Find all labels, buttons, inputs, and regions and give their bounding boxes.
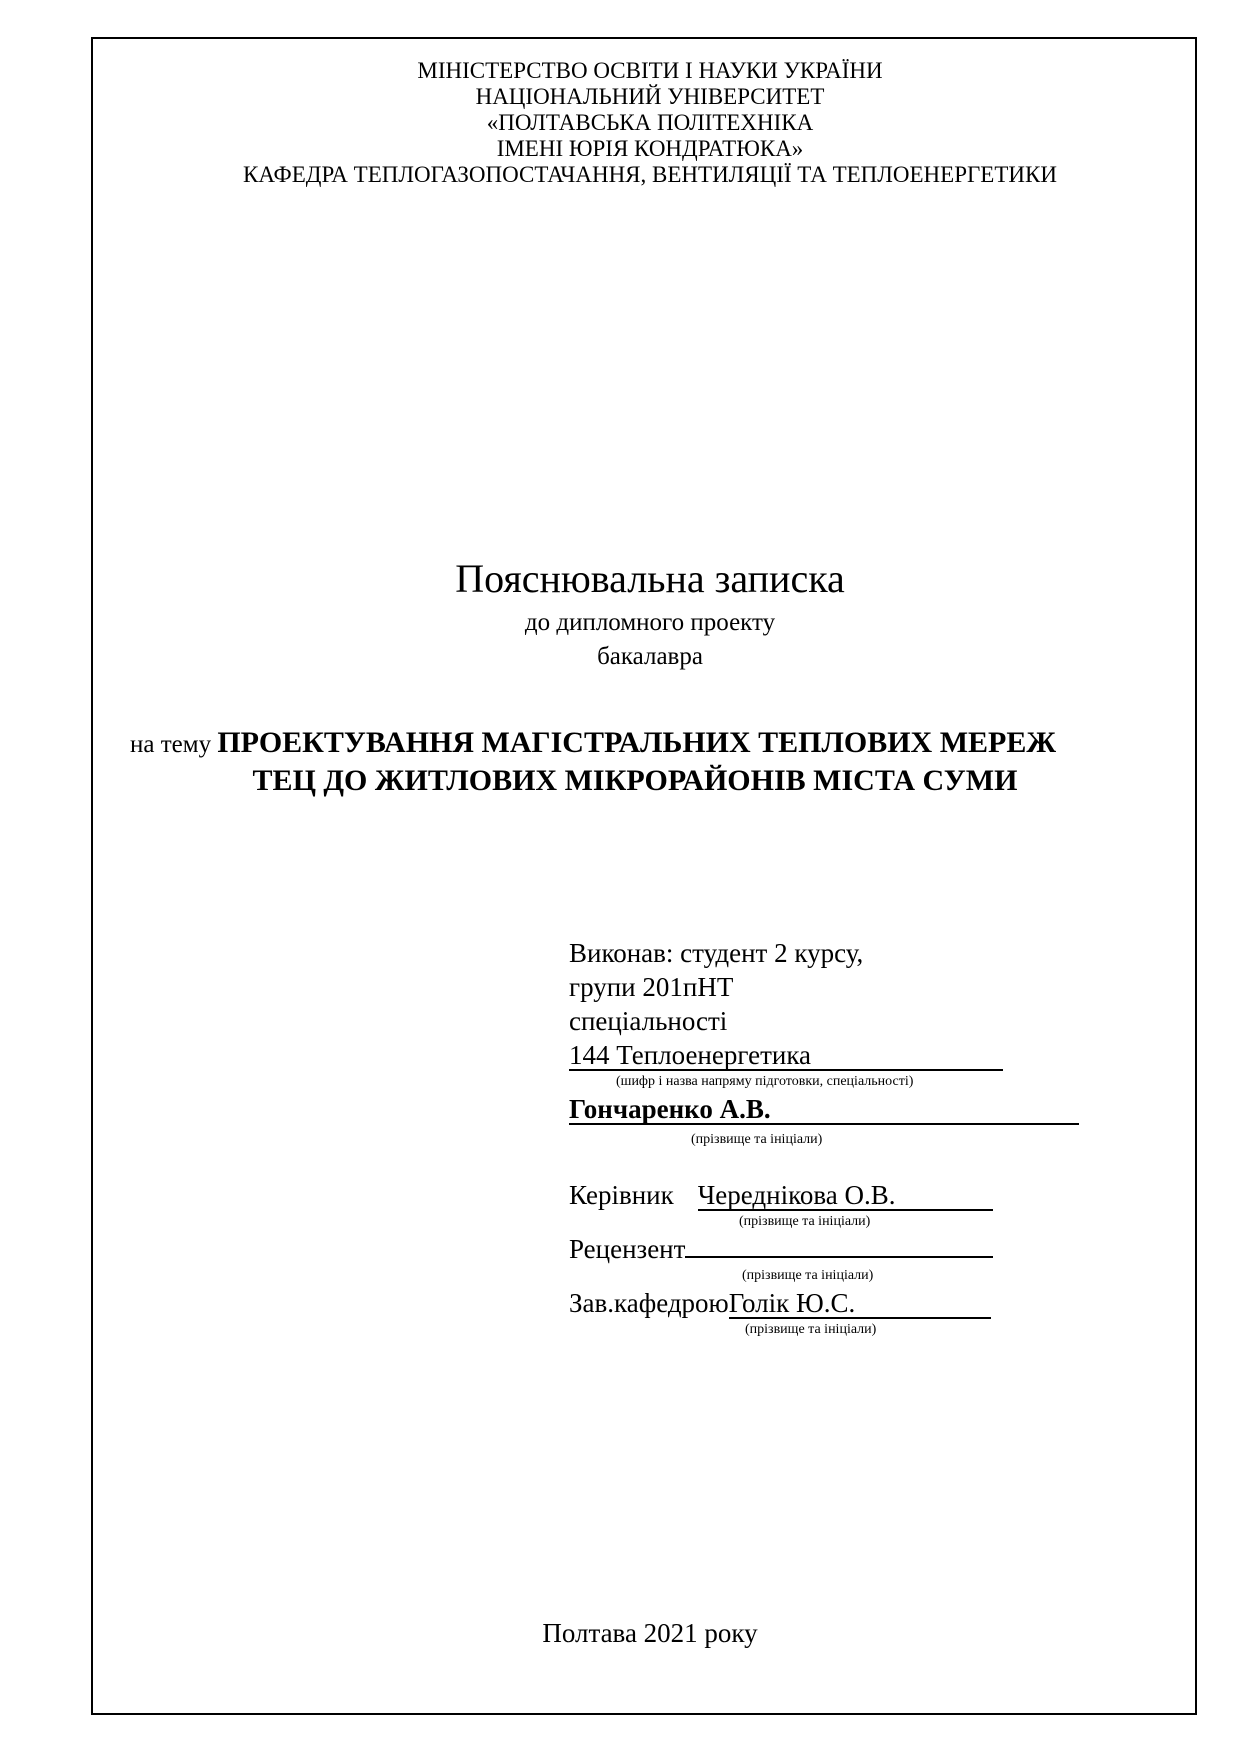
university-line-3: ІМЕНІ ЮРІЯ КОНДРАТЮКА» xyxy=(496,136,804,161)
topic-lead: на тему xyxy=(130,731,218,758)
reviewer-label: Рецензент xyxy=(569,1234,686,1264)
specialty-value: 144 Теплоенергетика xyxy=(569,1041,1003,1071)
specialty-caption: (шифр і назва напряму підготовки, спеціальності) xyxy=(616,1074,914,1089)
supervisor-label: Керівник xyxy=(569,1180,674,1210)
document-subtitle xyxy=(0,606,1240,674)
institution-header xyxy=(0,58,1240,188)
city-year: Полтава 2021 року xyxy=(542,1618,758,1648)
student-name: Гончаренко А.В. xyxy=(569,1095,1079,1125)
head-of-department-caption: (прізвище та ініціали) xyxy=(745,1322,877,1337)
university-line-2: «ПОЛТАВСЬКА ПОЛІТЕХНІКА xyxy=(486,110,814,135)
signature-block xyxy=(569,936,1089,1338)
topic-line-1: ПРОЕКТУВАННЯ МАГІСТРАЛЬНИХ ТЕПЛОВИХ МЕРЕЖ xyxy=(217,726,1057,759)
reviewer-name xyxy=(685,1256,993,1258)
subtitle-project: до дипломного проекту xyxy=(524,609,776,636)
student-group: групи 201пНТ xyxy=(569,972,734,1002)
thesis-topic xyxy=(130,725,1190,799)
university-line-1: НАЦІОНАЛЬНИЙ УНІВЕРСИТЕТ xyxy=(475,84,825,109)
reviewer-caption: (прізвище та ініціали) xyxy=(742,1268,874,1283)
supervisor-caption: (прізвище та ініціали) xyxy=(739,1214,871,1229)
head-of-department-label: Зав.кафедрою xyxy=(569,1288,729,1318)
subtitle-degree: бакалавра xyxy=(597,643,703,670)
department-line: КАФЕДРА ТЕПЛОГАЗОПОСТАЧАННЯ, ВЕНТИЛЯЦІЇ ТА ТЕПЛОЕНЕРГЕТИКИ xyxy=(243,162,1057,187)
student-name-caption: (прізвище та ініціали) xyxy=(691,1132,823,1147)
ministry-line: МІНІСТЕРСТВО ОСВІТИ І НАУКИ УКРАЇНИ xyxy=(417,58,883,83)
supervisor-name: Череднікова О.В. xyxy=(698,1181,993,1211)
document-title: Пояснювальна записка xyxy=(455,556,845,601)
page-border xyxy=(91,37,1197,1715)
topic-line-2: ТЕЦ ДО ЖИТЛОВИХ МІКРОРАЙОНІВ МІСТА СУМИ xyxy=(252,764,1018,797)
performed-by: Виконав: студент 2 курсу, xyxy=(569,938,864,968)
head-of-department-name: Голік Ю.С. xyxy=(729,1289,991,1319)
specialty-label: спеціальності xyxy=(569,1006,728,1036)
